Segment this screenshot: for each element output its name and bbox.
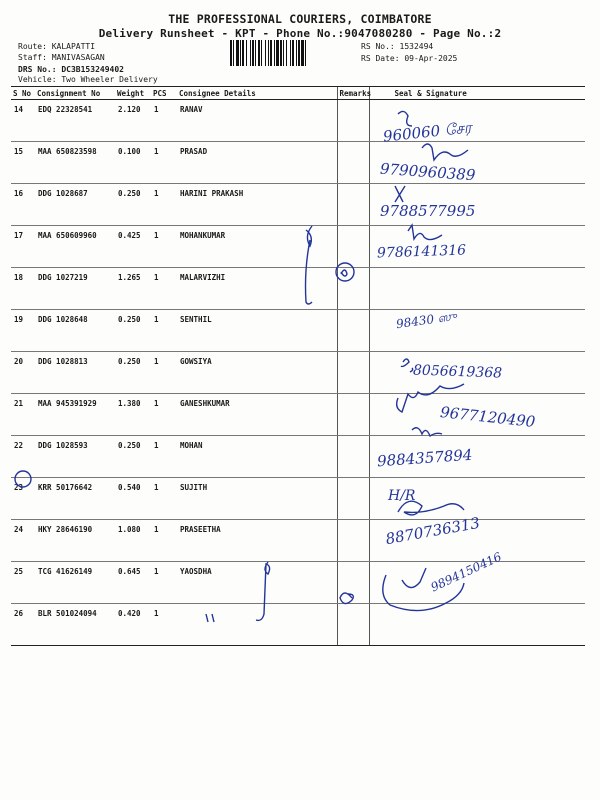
row-consignee-name: MOHANKUMAR	[177, 226, 337, 268]
route-label: Route: KALAPATTI	[18, 42, 96, 51]
row-sno: 23	[11, 478, 35, 520]
row-pcs: 1	[151, 604, 177, 646]
row-weight: 2.120	[115, 100, 151, 142]
row-weight: 1.265	[115, 268, 151, 310]
row-remarks	[337, 268, 369, 310]
handwritten-phone: 960060 சேர	[382, 118, 473, 146]
row-consignee-name: GOWSIYA	[177, 352, 337, 394]
row-signature	[369, 436, 585, 478]
row-signature	[369, 226, 585, 268]
table-row	[11, 436, 585, 478]
handwritten-phone: 9786141316	[376, 242, 467, 262]
row-consignee-name: RANAV	[177, 100, 337, 142]
row-consignment-no: TCG 41626149	[35, 562, 115, 604]
row-weight: 0.645	[115, 562, 151, 604]
row-sno: 18	[11, 268, 35, 310]
handwritten-phone: 9677120490	[439, 403, 537, 431]
table-row	[11, 604, 585, 646]
row-sno: 22	[11, 436, 35, 478]
handwritten-phone: 9790960389	[379, 159, 476, 185]
table-row	[11, 100, 585, 142]
row-weight: 1.380	[115, 394, 151, 436]
row-weight: 0.420	[115, 604, 151, 646]
runsheet-title: THE PROFESSIONAL COURIERS, COIMBATORE	[168, 12, 432, 26]
staff-label: Staff: MANIVASAGAN	[18, 53, 105, 62]
handwritten-phone: 8870736313	[384, 513, 482, 549]
col-sno: S No	[11, 87, 35, 100]
row-consignment-no: BLR 501024094	[35, 604, 115, 646]
row-remarks	[337, 226, 369, 268]
row-consignment-no: HKY 28646190	[35, 520, 115, 562]
row-consignee-name	[177, 604, 337, 646]
row-remarks	[337, 184, 369, 226]
table-row	[11, 520, 585, 562]
row-sno: 16	[11, 184, 35, 226]
drs-number: DRS No.: DC3B153249402	[18, 65, 124, 74]
row-weight: 0.540	[115, 478, 151, 520]
col-weight: Weight	[115, 87, 151, 100]
row-remarks	[337, 478, 369, 520]
row-consignee-name: YAOSDHA	[177, 562, 337, 604]
col-signature: Seal & Signature	[369, 87, 585, 100]
row-pcs: 1	[151, 226, 177, 268]
row-consignee-name: SENTHIL	[177, 310, 337, 352]
row-signature	[369, 184, 585, 226]
table-row	[11, 394, 585, 436]
row-consignee-name: GANESHKUMAR	[177, 394, 337, 436]
row-consignee-name: PRASEETHA	[177, 520, 337, 562]
row-sno: 25	[11, 562, 35, 604]
row-consignee-name: MOHAN	[177, 436, 337, 478]
table-row	[11, 352, 585, 394]
handwritten-phone: 9894150416	[428, 549, 504, 595]
row-weight: 0.100	[115, 142, 151, 184]
row-pcs: 1	[151, 142, 177, 184]
col-consignee: Consignee Details	[177, 87, 337, 100]
handwritten-phone: 9788577995	[380, 202, 476, 220]
row-weight: 0.250	[115, 352, 151, 394]
runsheet-subtitle: Delivery Runsheet - KPT - Phone No.:9047080280 - Page No.:2	[98, 27, 502, 40]
rs-number: RS No.: 1532494	[361, 42, 434, 51]
row-pcs: 1	[151, 184, 177, 226]
col-remarks: Remarks	[337, 87, 369, 100]
row-pcs: 1	[151, 520, 177, 562]
row-consignee-name: PRASAD	[177, 142, 337, 184]
row-consignment-no: EDQ 22328541	[35, 100, 115, 142]
row-remarks	[337, 520, 369, 562]
row-signature	[369, 100, 585, 142]
row-sno: 20	[11, 352, 35, 394]
row-sno: 21	[11, 394, 35, 436]
row-sno: 17	[11, 226, 35, 268]
row-pcs: 1	[151, 352, 177, 394]
row-sno: 24	[11, 520, 35, 562]
row-pcs: 1	[151, 268, 177, 310]
row-weight: 1.080	[115, 520, 151, 562]
row-remarks	[337, 310, 369, 352]
row-consignment-no: DDG 1028648	[35, 310, 115, 352]
row-sno: 19	[11, 310, 35, 352]
row-remarks	[337, 142, 369, 184]
row-remarks	[337, 562, 369, 604]
table-row	[11, 184, 585, 226]
row-weight: 0.250	[115, 436, 151, 478]
row-weight: 0.250	[115, 184, 151, 226]
row-weight: 0.250	[115, 310, 151, 352]
table-row	[11, 562, 585, 604]
row-pcs: 1	[151, 478, 177, 520]
row-remarks	[337, 352, 369, 394]
row-remarks	[337, 604, 369, 646]
row-consignment-no: DDG 1028813	[35, 352, 115, 394]
row-consignment-no: MAA 650823598	[35, 142, 115, 184]
table-row	[11, 478, 585, 520]
barcode-image	[230, 40, 348, 66]
rs-date: RS Date: 09-Apr-2025	[361, 54, 458, 63]
row-signature	[369, 142, 585, 184]
row-weight: 0.425	[115, 226, 151, 268]
handwritten-phone: 8056619368	[412, 362, 503, 382]
row-consignment-no: MAA 945391929	[35, 394, 115, 436]
handwritten-phone: 9884357894	[376, 445, 473, 471]
col-consignment: Consignment No	[35, 87, 115, 100]
handwritten-phone: 98430 ஸு	[395, 308, 458, 332]
row-signature	[369, 604, 585, 646]
row-remarks	[337, 100, 369, 142]
row-signature	[369, 352, 585, 394]
row-consignment-no: DDG 1028593	[35, 436, 115, 478]
row-signature	[369, 520, 585, 562]
row-sno: 26	[11, 604, 35, 646]
row-signature	[369, 478, 585, 520]
row-consignee-name: HARINI PRAKASH	[177, 184, 337, 226]
table-row	[11, 268, 585, 310]
runsheet-table	[11, 86, 585, 646]
row-signature	[369, 394, 585, 436]
row-consignment-no: DDG 1027219	[35, 268, 115, 310]
table-row	[11, 226, 585, 268]
row-pcs: 1	[151, 394, 177, 436]
row-sno: 14	[11, 100, 35, 142]
row-consignment-no: DDG 1028687	[35, 184, 115, 226]
row-consignee-name: MALARVIZHI	[177, 268, 337, 310]
col-pcs: PCS	[151, 87, 177, 100]
table-header-row	[11, 87, 585, 100]
handwritten-phone: H/R	[388, 488, 416, 504]
row-remarks	[337, 394, 369, 436]
row-sno: 15	[11, 142, 35, 184]
row-pcs: 1	[151, 100, 177, 142]
table-row	[11, 142, 585, 184]
row-signature	[369, 562, 585, 604]
row-signature	[369, 268, 585, 310]
vehicle-label: Vehicle: Two Wheeler Delivery	[18, 75, 158, 84]
row-signature	[369, 310, 585, 352]
row-pcs: 1	[151, 310, 177, 352]
row-pcs: 1	[151, 562, 177, 604]
row-consignee-name: SUJITH	[177, 478, 337, 520]
table-row	[11, 310, 585, 352]
row-pcs: 1	[151, 436, 177, 478]
row-consignment-no: KRR 50176642	[35, 478, 115, 520]
row-consignment-no: MAA 650609960	[35, 226, 115, 268]
row-remarks	[337, 436, 369, 478]
